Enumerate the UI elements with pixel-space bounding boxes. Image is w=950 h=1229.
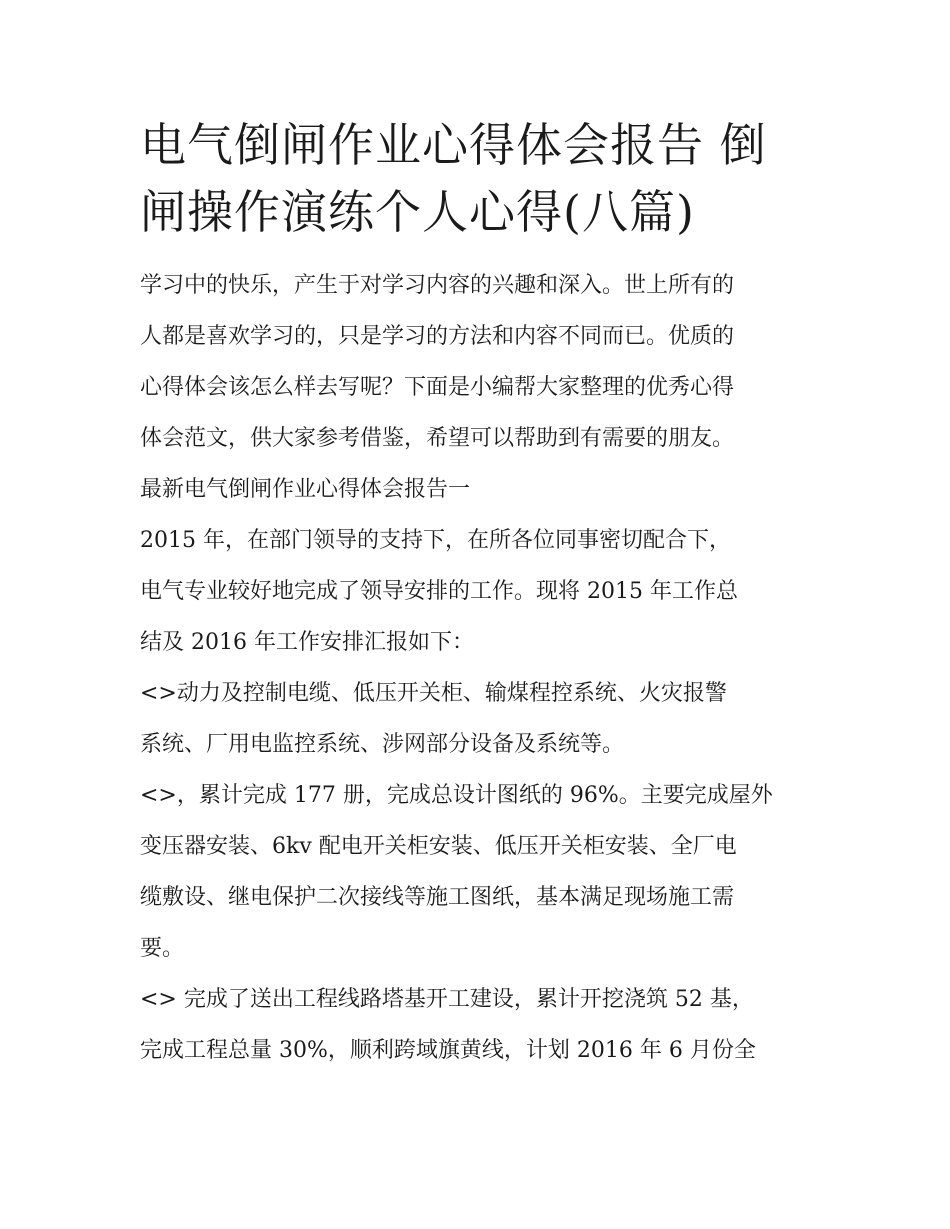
text-line: <>，累计完成 177 册，完成总设计图纸的 96%。主要完成屋外 (140, 783, 773, 808)
document-title (140, 112, 812, 246)
title-line: 电气倒闸作业心得体会报告 倒 (140, 118, 767, 172)
text-line: 变压器安装、6kv 配电开关柜安装、低压开关柜安装、全厂电 (140, 834, 737, 859)
text-line: 结及 2016 年工作安排汇报如下： (140, 630, 474, 655)
text-line: 心得体会该怎么样去写呢？下面是小编帮大家整理的优秀心得 (140, 375, 735, 400)
text-line: 人都是喜欢学习的，只是学习的方法和内容不同而已。优质的 (140, 324, 735, 349)
text-line: 完成工程总量 30%，顺利跨域旗黄线，计划 2016 年 6 月份全 (140, 1038, 756, 1063)
text-line: 最新电气倒闸作业心得体会报告一 (140, 477, 471, 502)
report-paragraph (140, 515, 812, 668)
text-line: 缆敷设、继电保护二次接线等施工图纸，基本满足现场施工需 (140, 885, 735, 910)
report-paragraph (140, 668, 812, 770)
section-heading (140, 464, 812, 515)
text-line: 电气专业较好地完成了领导安排的工作。现将 2015 年工作总 (140, 579, 738, 604)
document-body (140, 260, 812, 1076)
text-line: 体会范文，供大家参考借鉴，希望可以帮助到有需要的朋友。 (140, 426, 735, 451)
text-line: <>动力及控制电缆、低压开关柜、输煤程控系统、火灾报警 (140, 681, 727, 706)
report-paragraph (140, 974, 812, 1076)
text-line: 学习中的快乐，产生于对学习内容的兴趣和深入。世上所有的 (140, 273, 735, 298)
document-page (140, 112, 812, 1076)
text-line: 2015 年，在部门领导的支持下，在所各位同事密切配合下， (140, 528, 731, 553)
intro-paragraph (140, 260, 812, 464)
report-paragraph (140, 770, 812, 974)
title-line: 闸操作演练个人心得(八篇) (140, 185, 695, 239)
text-line: 要。 (140, 936, 185, 961)
text-line: <> 完成了送出工程线路塔基开工建设，累计开挖浇筑 52 基， (140, 987, 754, 1012)
text-line: 系统、厂用电监控系统、涉网部分设备及系统等。 (140, 732, 625, 757)
